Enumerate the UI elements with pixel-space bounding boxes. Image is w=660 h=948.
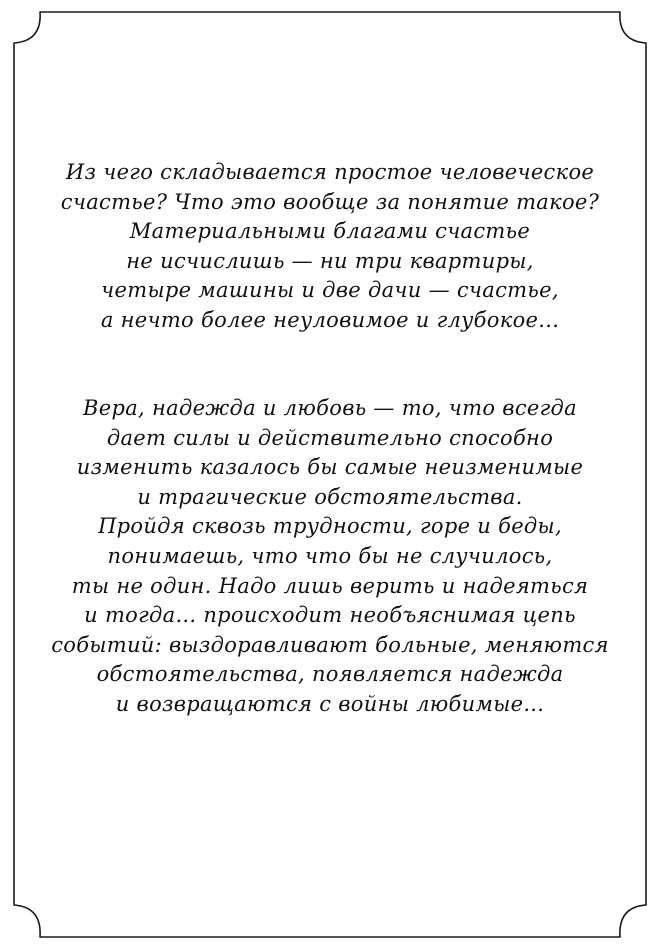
paragraph-faith-hope-love [30,394,630,720]
paragraph-line: и трагические обстоятельства. [137,484,523,509]
paragraph-line: изменить казалось бы самые неизменимые [76,455,584,480]
paragraph-line: а нечто более неуловимое и глубокое... [100,307,560,332]
paragraph-line: событий: выздоравливают больные, меняются [51,632,609,657]
paragraph-line: счастье? Что это вообще за понятие такое? [60,189,600,214]
paragraph-line: и тогда... происходит необъяснимая цепь [84,603,576,628]
paragraph-happiness [30,158,630,336]
paragraph-line: не исчислишь — ни три квартиры, [126,248,534,273]
paragraph-line: Из чего складывается простое человеческое [65,160,595,184]
paragraph-line: Материальными благами счастье [129,219,531,244]
paragraph-line: понимаешь, что что бы не случилось, [107,543,553,568]
paragraph-line: Вера, надежда и любовь — то, что всегда [83,396,577,420]
paragraph-line: четыре машины и две дачи — счастье, [101,278,559,303]
paragraph-line: обстоятельства, появляется надежда [96,662,564,687]
paragraph-line: Пройдя сквозь трудности, горе и беды, [98,514,562,539]
paragraph-line: дает силы и действительно способно [106,425,554,450]
paragraph-line: и возвращаются с войны любимые... [115,691,545,716]
paragraph-line: ты не один. Надо лишь верить и надеяться [71,573,589,598]
